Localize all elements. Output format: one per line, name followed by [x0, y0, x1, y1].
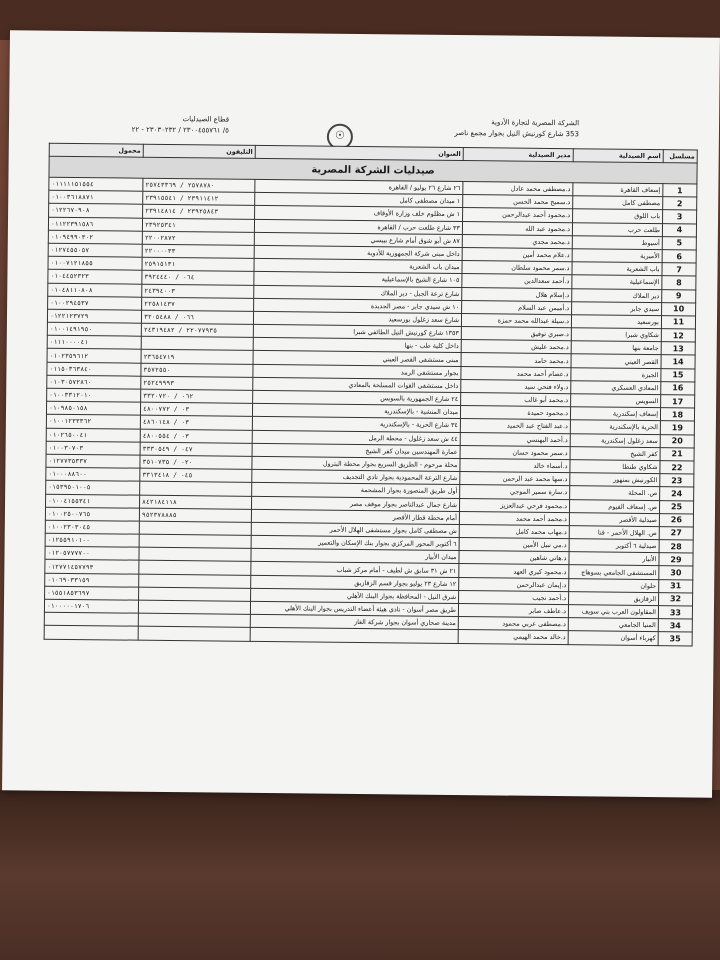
row-manager: د.محمد مجدي	[462, 234, 572, 248]
row-address: ١٢ شارع ٢٣ يوليو بجوار قسم الزقازيق	[251, 575, 459, 590]
background-bottom	[0, 790, 720, 960]
row-serial: 14	[661, 355, 695, 369]
row-phone: ٣٥٧٢٥٥٠	[141, 363, 253, 377]
row-manager: د.أسماء خالد	[460, 458, 570, 472]
row-manager: د.سمر محمود حسان	[460, 445, 570, 459]
row-name: المنيا الجامعي	[568, 618, 658, 632]
row-serial: 18	[660, 408, 694, 422]
row-mobile: ٠١٠٢٣٥٩٦١٢	[47, 349, 141, 363]
row-manager: د.مي نبيل الأمين	[459, 538, 569, 552]
row-address: داخل مبنى شركة الجمهورية للأدوية	[254, 245, 462, 260]
row-manager: د.خالد محمد الهيمي	[458, 630, 568, 644]
row-manager: د.سها محمد عبد الرحمن	[460, 472, 570, 486]
row-phone: ٢٤٣٩٤٠٠٣	[142, 284, 254, 298]
row-phone: ٠٢٠ / ٣٥١٠٧٣٥	[140, 455, 252, 469]
row-name: كهرباء أسوان	[568, 631, 658, 645]
col-address: العنوان	[255, 145, 463, 160]
pharmacy-table	[44, 143, 698, 646]
row-mobile: ٠١٠٠٢٩٤٥٣٧	[48, 296, 142, 310]
row-phone: ٠٦٢ / ٣٣٢٠٧٢٠	[141, 389, 253, 403]
row-mobile: ٠١٠٠٧١٢١٨٥٥	[48, 256, 142, 270]
sector-name: قطاع الصيدليات	[182, 115, 230, 124]
row-serial: 10	[662, 302, 696, 316]
row-address: ٢٦ شارع ٢٦ يوليو / القاهرة	[255, 179, 463, 194]
row-address: طريق مصر أسوان - نادي هيئة أعضاء التدريس بجوار البنك الأهلي	[250, 601, 458, 616]
row-manager: د.أميمن عبد السلام	[462, 300, 572, 314]
row-serial: 27	[659, 527, 693, 541]
row-manager: د.محمود حميدة	[460, 406, 570, 420]
row-mobile: ٠١٢٧٧١٤٥٧٧٩٣	[45, 560, 139, 574]
row-name: الجيزة	[571, 367, 661, 381]
row-manager: د.سارة سمير الموجي	[460, 485, 570, 499]
row-address: شارع ترعة الجبل - دير الملاك	[254, 285, 462, 300]
row-phone: ٢٢٥٨١٤٣٧	[142, 297, 254, 311]
row-mobile: ٠١٠٠٤١٥٥٣٤١	[46, 494, 140, 508]
row-address: ١٠ ش سيدي جابر - مصر الجديدة	[254, 298, 462, 313]
row-name: المعادي العسكري	[571, 381, 661, 395]
row-name: شكاوي شبرا	[571, 328, 661, 342]
row-phone: ٢٣٩١١٤١٢ / ٢٣٩١٥٥٤١	[143, 191, 255, 205]
row-mobile: ٠١٠٠٢٣٠٣٠٤٥	[45, 520, 139, 534]
row-address: بجوار مستشفى الرمد	[253, 364, 461, 379]
row-phone: ٩٥٢٣٧٨٨٨٥	[139, 508, 251, 522]
row-address: أول طريق المنصورة بجوار المشحمة	[252, 483, 460, 498]
row-mobile: ٠١٠٦٩٠٣٣١٥٩	[45, 573, 139, 587]
row-phone	[139, 587, 251, 601]
row-address: ميدان الأبيار	[251, 549, 459, 564]
document-page	[2, 30, 720, 797]
row-serial: 5	[662, 236, 696, 250]
row-serial: 20	[660, 434, 694, 448]
row-name: شكاوي طنطا	[570, 460, 660, 474]
row-phone: ٢٥٩١٥١٣١	[142, 257, 254, 271]
row-manager: د.ولاء فتحي سيد	[461, 379, 571, 393]
row-phone	[139, 521, 251, 535]
row-name: سعد زغلول إسكندرية	[570, 433, 660, 447]
row-manager: د.محمد أحمد محمد	[459, 511, 569, 525]
row-mobile: ٠١٠٩٤٩٩٠٣٠٢	[48, 230, 142, 244]
row-name: جامعة بنها	[571, 341, 661, 355]
row-manager: د.محمود فرحي عبدالعزيز	[459, 498, 569, 512]
row-phone: ٢٣٦٥٤٧١٩	[141, 350, 253, 364]
row-mobile: ٠١٥٥١٨٥٣٦٩٧	[45, 586, 139, 600]
row-serial: 28	[659, 540, 693, 554]
row-serial: 30	[659, 566, 693, 580]
row-name: الأميرية	[572, 249, 662, 263]
row-serial: 16	[661, 381, 695, 395]
row-mobile: ٠١٠٠٠٨٨٦٠٠	[46, 467, 140, 481]
row-phone	[138, 613, 250, 627]
row-mobile: ٠١٠٠١٤٩١٩٥٠	[47, 322, 141, 336]
row-manager: د.سميح محمد الحسن	[463, 195, 573, 209]
row-phone: ٢٣٩٢٥٣٤١	[142, 218, 254, 232]
row-mobile: ٠١٠٩٨٥٠١٥٨	[46, 401, 140, 415]
row-manager: د.سيلة عبدالله محمد حمزة	[461, 313, 571, 327]
row-mobile: ٠١١١٠٠٠٠٤١	[47, 335, 141, 349]
row-mobile: ٠١٢٧٤٥٥٠٥٧	[48, 243, 142, 257]
row-name: السويس	[571, 394, 661, 408]
row-address: ٤٤ ش سعد زغلول - محطة الرمل	[252, 430, 460, 445]
row-address: داخل مستشفى القوات المسلحة بالمعادي	[253, 377, 461, 392]
row-address: ميدان باب الشعرية	[254, 258, 462, 273]
row-manager: د.محمود كيري العهد	[459, 564, 569, 578]
row-phone: ٢٢٠٠٢٨٧٢	[142, 231, 254, 245]
row-name: ص. المحلة	[570, 486, 660, 500]
row-name: الزقازيق	[569, 591, 659, 605]
row-mobile: ٠١٠٢٦٥٠٠٤١	[46, 428, 140, 442]
row-phone: ٠٤٥ / ٣٣١٣٤١٨	[140, 468, 252, 482]
row-name: صيدلية الأقصر	[569, 512, 659, 526]
row-serial: 33	[658, 606, 692, 620]
row-serial: 17	[661, 395, 695, 409]
row-name: طلعت حرب	[572, 222, 662, 236]
row-phone: ٠٦٤ / ٣٩٢٤٤٤٠	[142, 271, 254, 285]
row-address: شارع سعد زغلول بورسعيد	[253, 311, 461, 326]
row-name: باب اللوق	[573, 209, 663, 223]
row-manager: د.إيمان عبدالرحمن	[459, 577, 569, 591]
row-mobile	[44, 626, 138, 640]
sector-header	[79, 113, 229, 137]
row-manager: د.محمود أحمد عبدالرحمن	[463, 208, 573, 222]
row-phone: ٢٥٧٨٧٨٠ / ٢٥٧٤٣٣٦٩	[143, 178, 255, 192]
row-mobile: ٠١٢٠٥٧٧٧٧٠٠	[45, 546, 139, 560]
row-address: داخل كلية طب - بنها	[253, 338, 461, 353]
row-manager: د.علام محمد أمين	[462, 247, 572, 261]
row-address: محلة مرحوم - الطريق السريع بجوار محطة البترول	[252, 456, 460, 471]
row-mobile: ٠١٢٥٥٩١٠١٠٠	[45, 533, 139, 547]
row-manager: د.مصطفى محمد عادل	[463, 182, 573, 196]
row-mobile: ٠١٠٠٣٠٧٠٣	[46, 441, 140, 455]
row-serial: 21	[660, 447, 694, 461]
row-phone	[139, 547, 251, 561]
row-phone: ٠٣ / ٤٨٠٠٧٧٢	[140, 402, 252, 416]
row-name: المستشفى الجامعي بسوهاج	[569, 565, 659, 579]
row-address: ١ ش مظلوم خلف وزارة الأوقاف	[255, 206, 463, 221]
row-phone: ٠٣ / ٤٨٠٠٥٥٤	[140, 429, 252, 443]
row-address: ٢١ ش ٣١ سابق ش لطيف - أمام مركز شباب	[251, 562, 459, 577]
org-header	[454, 117, 579, 140]
col-mobile: محمول	[49, 143, 143, 157]
row-mobile: ٠١٠٠١٢٣٣٣٦٢	[46, 415, 140, 429]
row-mobile: ٠١٠٠٢٥٠٠٧٦٥	[45, 507, 139, 521]
row-manager: د.سمر محمود سلطان	[462, 261, 572, 275]
row-manager: د.هاني شاهين	[459, 551, 569, 565]
col-name: اسم الصيدلية	[573, 149, 663, 163]
row-manager: د.أحمد البهنسي	[460, 432, 570, 446]
row-serial: 4	[662, 223, 696, 237]
org-address: 353 شارع كورنيش النيل بجوار مجمع ناصر	[454, 128, 579, 139]
row-address: مبنى مستشفى القصر العيني	[253, 351, 461, 366]
table-title: صيدليات الشركة المصرية	[49, 156, 697, 184]
row-serial: 7	[662, 263, 696, 277]
row-address: شارع جمال عبدالناصر بجوار موقف مصر	[251, 496, 459, 511]
row-manager: د.عبد الفتاح عبد الحميد	[460, 419, 570, 433]
row-serial: 23	[660, 474, 694, 488]
row-serial: 29	[659, 553, 693, 567]
row-address: ٣٣ شارع طلعت حرب / القاهرة	[254, 219, 462, 234]
row-name: مصطفى كامل	[573, 196, 663, 210]
row-manager: د.صبري توفيق	[461, 327, 571, 341]
row-address: شرق النيل - المحافظة بجوار البنك الأهلي	[251, 588, 459, 603]
row-serial: 34	[658, 619, 692, 633]
row-name: المقاولون العرب بني سويف	[568, 605, 658, 619]
row-phone: ٢٣٩٢٥٨٤٣ / ٢٣٩١٤٨١٤	[143, 205, 255, 219]
row-manager: د.أحمد نجيب	[459, 590, 569, 604]
row-mobile: ٠١١٥٠٣٦٣٨٤٠	[47, 362, 141, 376]
row-name: بورسعيد	[571, 315, 661, 329]
row-name: الكورنيش بمنهور	[570, 473, 660, 487]
row-address: ميدان المنشية - بالإسكندرية	[252, 404, 460, 419]
row-manager: د.محمد حامد	[461, 353, 571, 367]
row-address: ١٠٥ شارع الشيخ بالإسماعيلية	[254, 272, 462, 287]
row-mobile: ٠١١١١١٥١٥٥٤	[49, 177, 143, 191]
row-serial: 8	[662, 276, 696, 290]
row-mobile: ٠١٢٢١٢٣٧٢٩	[47, 309, 141, 323]
row-name: باب الشعرية	[572, 262, 662, 276]
row-name: صيدلية ٦ أكتوبر	[569, 539, 659, 553]
row-address: ٣٤ شارع الحرية - بالإسكندرية	[252, 417, 460, 432]
row-manager: د.محمد أبو غالب	[461, 393, 571, 407]
row-serial: 31	[659, 579, 693, 593]
row-name: الحرية بالإسكندرية	[570, 420, 660, 434]
org-name: الشركة المصرية لتجارة الأدوية	[491, 118, 580, 128]
row-address: ٨٧ ش أبو شوق أمام شارع بيبسي	[254, 232, 462, 247]
row-manager: د.عاطف صابر	[458, 604, 568, 618]
row-name: ص. الهلال الأحمر - قنا	[569, 526, 659, 540]
row-address: ٢٤ شارع الجمهورية بالسويس	[253, 390, 461, 405]
row-address: ١٣٥٣ شارع كورنيش النيل الطائفي شبرا	[253, 324, 461, 339]
row-mobile: ٠١١٢٢٣٩١٥٨٦	[48, 217, 142, 231]
row-address	[250, 628, 458, 643]
row-phone	[139, 534, 251, 548]
row-serial: 15	[661, 368, 695, 382]
row-address: شارع الترعة المحمودية بجوار نادي التجديف	[252, 469, 460, 484]
row-serial: 3	[663, 210, 697, 224]
row-phone: ٠٣ / ٤٨٦٠١٤٨	[140, 416, 252, 430]
row-mobile: ٠١٠٠٠٠٠١٧٠٦	[44, 599, 138, 613]
row-serial: 2	[663, 197, 697, 211]
row-address: أمام محطة قطار الأقصر	[251, 509, 459, 524]
row-phone	[139, 574, 251, 588]
row-phone	[140, 481, 252, 495]
row-manager: د.محمد عليش	[461, 340, 571, 354]
row-mobile: ٠١٠٠٣٦١٨٨٧١	[49, 190, 143, 204]
row-serial: 11	[661, 316, 695, 330]
row-phone	[138, 627, 250, 641]
row-phone	[141, 336, 253, 350]
row-mobile: ٠١٠٤٨١١٠٨٠٨	[48, 283, 142, 297]
row-serial: 13	[661, 342, 695, 356]
company-logo-icon: ☉	[327, 124, 353, 150]
row-serial: 25	[659, 500, 693, 514]
row-serial: 32	[659, 592, 693, 606]
row-manager: د.محمود عبد الله	[462, 221, 572, 235]
row-name: كفر الشيخ	[570, 446, 660, 460]
col-phone: التليفون	[143, 144, 255, 158]
row-phone	[138, 600, 250, 614]
row-serial: 9	[662, 289, 696, 303]
row-serial: 26	[659, 513, 693, 527]
row-serial: 19	[660, 421, 694, 435]
row-phone: ٠٤٧ / ٣٣٣٠٥٤٩	[140, 442, 252, 456]
row-mobile: ٠١٢٧٧٣٥٣٣٧	[46, 454, 140, 468]
row-phone: ٢٢٠٠٠٠٣٣	[142, 244, 254, 258]
row-mobile: ٠١٠٤٤٥٢٣٢٣	[48, 270, 142, 284]
row-manager: د.مهاب محمد كامل	[459, 524, 569, 538]
row-address: ١ ميدان مصطفى كامل	[255, 193, 463, 208]
row-manager: د.مصطفى عربي محمود	[458, 617, 568, 631]
row-name: الأبيار	[569, 552, 659, 566]
row-mobile: ٠١٠٣٠٥٧٢٨٦٠	[47, 375, 141, 389]
row-address: ش مصطفى كامل بجوار مستشفى الهلال الأحمر	[251, 522, 459, 537]
row-name: دير الملاك	[572, 288, 662, 302]
row-name: أسيوط	[572, 235, 662, 249]
row-mobile: ٠١٠٠٣٣١٢٠١٠	[47, 388, 141, 402]
row-name: ص. إسعاف الفيوم	[569, 499, 659, 513]
row-name: إسعاف إسكندرية	[570, 407, 660, 421]
row-name: سيدي جابر	[572, 301, 662, 315]
row-serial: 1	[663, 184, 697, 198]
row-name: إسعاف القاهرة	[573, 183, 663, 197]
row-serial: 24	[660, 487, 694, 501]
row-phone: ٠٦٦ / ٣٢٠٥٤٨٨	[141, 310, 253, 324]
row-mobile: ٠١٥٣٩٥٠١٠٠٥	[46, 481, 140, 495]
row-phone: ٢٥٢٤٩٩٩٣	[141, 376, 253, 390]
row-address: عمارة المهندسين ميدان كفر الشيخ	[252, 443, 460, 458]
row-serial: 12	[661, 329, 695, 343]
row-phone	[139, 561, 251, 575]
sector-phones: ٥/ ٢٣٠٠٤٥٥٧٦١ / ٢٣٠٣٠٢٣٢ - ٢٢	[131, 125, 230, 135]
row-manager: د.إسلام هلال	[462, 287, 572, 301]
row-name: القصر العيني	[571, 354, 661, 368]
row-manager: د.أحمد سعدالدين	[462, 274, 572, 288]
row-serial: 35	[658, 632, 692, 646]
row-address: مدينة صحاري أسوان بجوار شركة الغاز	[250, 615, 458, 630]
row-serial: 22	[660, 461, 694, 475]
row-name: حلوان	[569, 578, 659, 592]
row-phone: ٨٤٢١٨٤١١٨	[140, 495, 252, 509]
col-serial: مسلسل	[663, 150, 697, 163]
col-manager: مدير الصيدلية	[463, 148, 573, 162]
row-manager: د.عصام أحمد محمد	[461, 366, 571, 380]
row-phone: ٢٢٠٧٧٩٣٥ / ٢٤٣١٩٤٨٢	[141, 323, 253, 337]
row-name: الإسماعيلية	[572, 275, 662, 289]
row-address: ٦ أكتوبر المحور المركزي بجوار بنك الإسكان والتعمير	[251, 535, 459, 550]
row-mobile: ٠١٢٢٦٧٠٩٠٨	[49, 204, 143, 218]
row-mobile	[44, 612, 138, 626]
row-serial: 6	[662, 250, 696, 264]
